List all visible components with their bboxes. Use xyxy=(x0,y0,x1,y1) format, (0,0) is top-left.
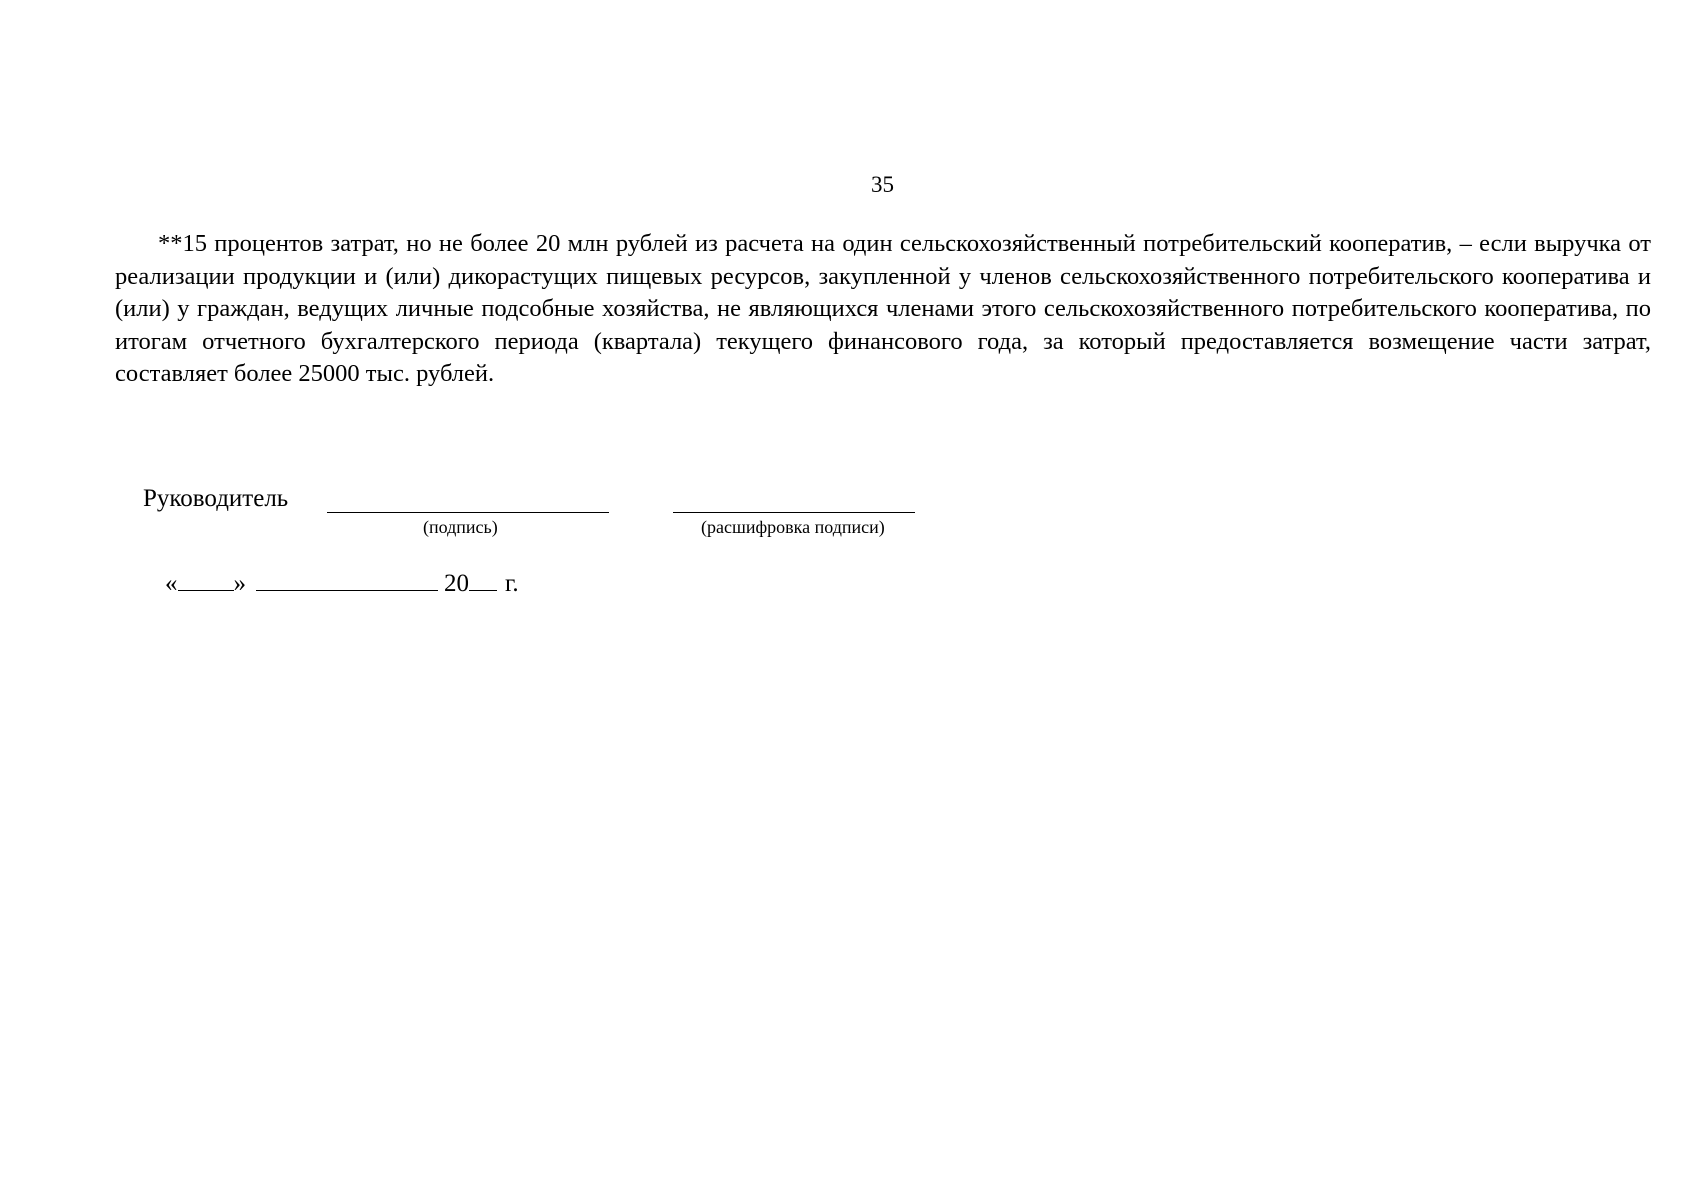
footnote-text: **15 процентов затрат, но не более 20 млн рублей из расчета на один сельскохозяйственный потребительский кооператив, – если выручка от реализации продукции и (или) дикорастущих пищевых ресурсов, закупленной у членов сельскохозяйственного потребительского кооператива и (или) у граждан, ведущих личные подсобные хозяйства, не являющихся членами этого сельскохозяйственного потребительского кооператива, по итогам отчетного бухгалтерского периода (квартала) текущего финансового года, за который предоставляется возмещение части затрат, составляет более 25000 тыс. рублей. xyxy=(115,230,1651,388)
signature-decode-line xyxy=(673,512,915,513)
signature-decode-caption: (расшифровка подписи) xyxy=(701,517,885,537)
date-year-blank xyxy=(469,568,497,591)
signature-block xyxy=(143,484,1043,537)
page-number: 35 xyxy=(871,172,894,197)
date-day-blank xyxy=(178,568,234,591)
date-open-quote: « xyxy=(165,570,178,597)
date-close-quote: » xyxy=(233,570,246,597)
date-year-prefix: 20 xyxy=(444,570,469,597)
date-month-blank xyxy=(256,568,438,591)
date-year-suffix: г. xyxy=(505,570,519,597)
signature-line xyxy=(327,512,609,513)
signature-label: Руководитель xyxy=(143,485,289,512)
date-block xyxy=(165,568,519,600)
signature-caption: (подпись) xyxy=(423,517,498,537)
